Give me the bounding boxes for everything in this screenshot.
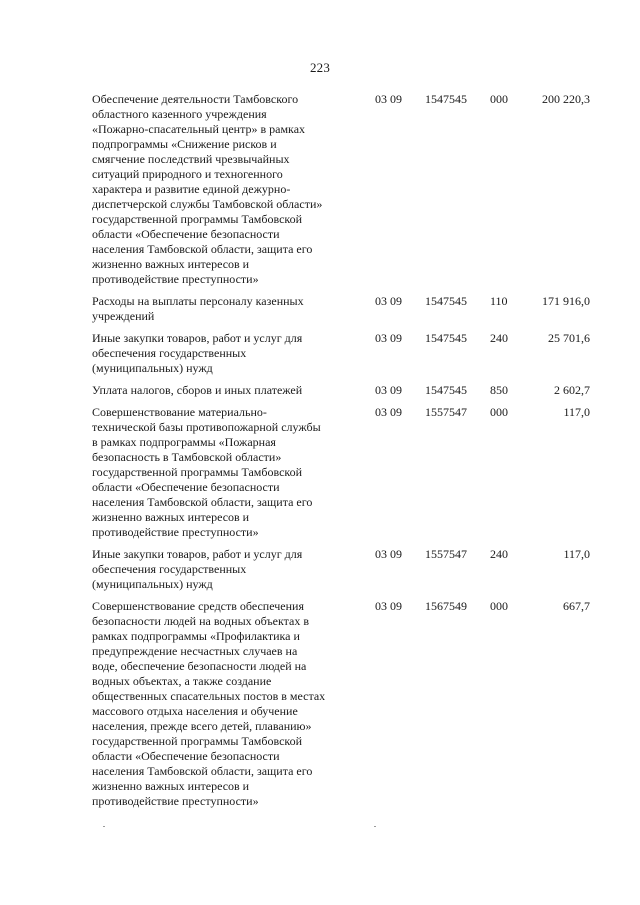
table-row (92, 599, 602, 809)
row-section-code: 03 09 (375, 405, 402, 419)
scan-speck (374, 826, 376, 827)
row-expense-type-code: 000 (490, 599, 508, 613)
table-row (92, 405, 602, 540)
row-target-code: 1547545 (425, 331, 467, 345)
row-description: Совершенствование средств обеспечения безопасности людей на водных объектах в рамках подпрограммы «Профилактика и предупреждение несчастных случаев на воде, обеспечение безопасности людей на водных объектах, а также создание общественных спасательных постов в местах массового отдыха населения и обучение населения, прежде всего детей, плаванию» государственной программы Тамбовской области «Обеспечение безопасности населения Тамбовской области, защита его жизненно важных интересов и противодействие преступности» (92, 599, 326, 808)
row-section-code: 03 09 (375, 294, 402, 308)
row-section-code: 03 09 (375, 383, 402, 397)
row-amount: 171 916,0 (542, 294, 590, 308)
row-amount: 117,0 (563, 547, 590, 561)
row-amount: 2 602,7 (554, 383, 590, 397)
budget-table (92, 92, 602, 816)
row-description: Обеспечение деятельности Тамбовского областного казенного учреждения «Пожарно-спасательный центр» в рамках подпрограммы «Снижение рисков и смягчение последствий чрезвычайных ситуаций природного и техногенного характера и развитие единой дежурно- диспетчерской службы Тамбовской области» государственной программы Тамбовской области «Обеспечение безопасности населения Тамбовской области, защита его жизненно важных интересов и противодействие преступности» (92, 92, 323, 286)
row-description: Расходы на выплаты персоналу казенных учреждений (92, 294, 304, 323)
row-expense-type-code: 240 (490, 547, 508, 561)
row-description: Иные закупки товаров, работ и услуг для обеспечения государственных (муниципальных) нужд (92, 331, 303, 375)
table-row (92, 294, 602, 324)
row-amount: 117,0 (563, 405, 590, 419)
row-target-code: 1557547 (425, 547, 467, 561)
row-expense-type-code: 850 (490, 383, 508, 397)
row-section-code: 03 09 (375, 331, 402, 345)
page-number: 223 (309, 60, 331, 75)
row-target-code: 1547545 (425, 92, 467, 106)
row-description: Иные закупки товаров, работ и услуг для обеспечения государственных (муниципальных) нужд (92, 547, 303, 591)
row-target-code: 1547545 (425, 294, 467, 308)
row-expense-type-code: 110 (490, 294, 508, 308)
row-target-code: 1557547 (425, 405, 467, 419)
table-row (92, 547, 602, 592)
table-row (92, 383, 602, 398)
row-expense-type-code: 000 (490, 92, 508, 106)
row-amount: 667,7 (563, 599, 590, 613)
row-expense-type-code: 000 (490, 405, 508, 419)
row-expense-type-code: 240 (490, 331, 508, 345)
table-row (92, 331, 602, 376)
table-row (92, 92, 602, 287)
row-section-code: 03 09 (375, 547, 402, 561)
row-amount: 200 220,3 (542, 92, 590, 106)
row-description: Уплата налогов, сборов и иных платежей (92, 383, 303, 397)
row-description: Совершенствование материально- технической базы противопожарной службы в рамках подпрограммы «Пожарная безопасность в Тамбовской области» государственной программы Тамбовской области «Обеспечение безопасности населения Тамбовской области, защита его жизненно важных интересов и противодействие преступности» (92, 405, 321, 539)
row-target-code: 1547545 (425, 383, 467, 397)
row-amount: 25 701,6 (548, 331, 590, 345)
row-section-code: 03 09 (375, 92, 402, 106)
scan-speck (103, 826, 105, 827)
row-target-code: 1567549 (425, 599, 467, 613)
row-section-code: 03 09 (375, 599, 402, 613)
